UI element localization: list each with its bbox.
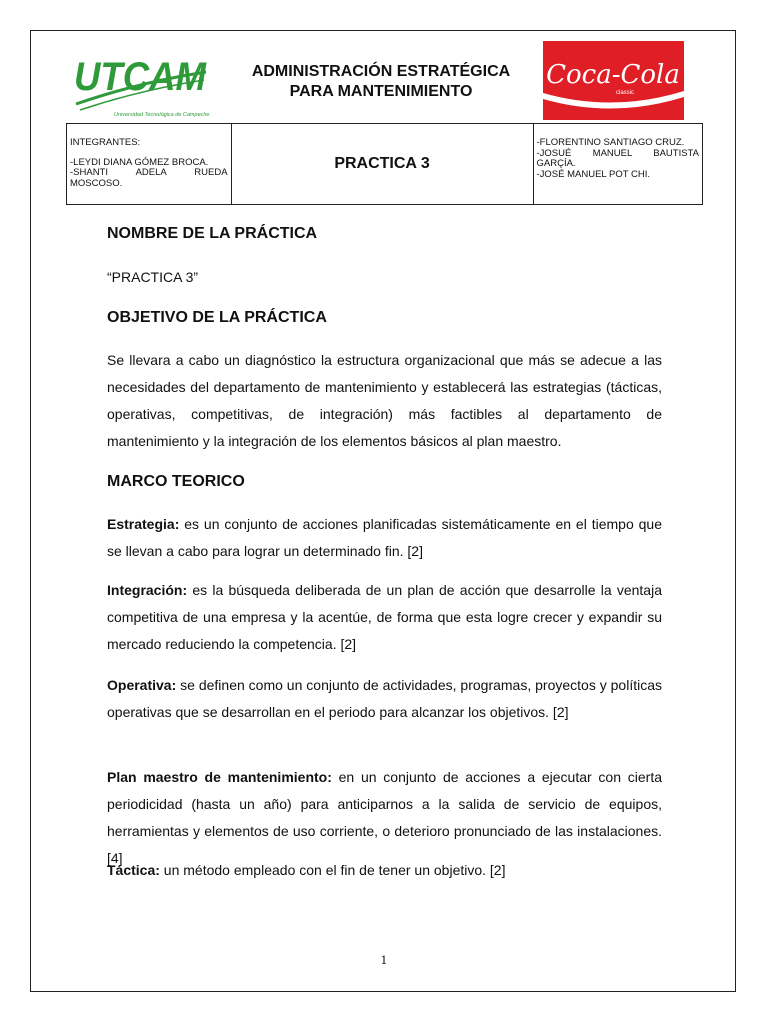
definition-plan-maestro: Plan maestro de mantenimiento: en un conjunto de acciones a ejecutar con cierta periodicidad (hasta un año) para anticiparnos a la salida de servicio de equipos, herramientas y elementos de uso corriente, o deterioro pronunciado de las instalaciones. [4] bbox=[107, 769, 662, 866]
svg-text:Universidad Tecnológica de Cam: Universidad Tecnológica de Campeche bbox=[114, 112, 210, 118]
members-right-cell: -FLORENTINO SANTIAGO CRUZ. -JOSUÉ MANUEL BAUTISTA GARÇÍA. -JOSÉ MANUEL POT CHI. bbox=[533, 124, 703, 205]
definition-tactica: Táctica: un método empleado con el fin de tener un objetivo. [2] bbox=[107, 862, 506, 878]
objetivo-heading: OBJETIVO DE LA PRÁCTICA bbox=[107, 309, 327, 326]
definition-integracion: Integración: es la búsqueda deliberada de un plan de acción que desarrolle la ventaja competitiva de una empresa y la acentúe, de forma que esta logre crecer y expandir su mercado reduciendo la competencia. [2] bbox=[107, 582, 662, 652]
definition-operativa: Operativa: se definen como un conjunto de actividades, programas, proyectos y políticas operativas que se desarrollan en el periodo para alcanzar los objetivos. [2] bbox=[107, 677, 662, 720]
marco-heading: MARCO TEORICO bbox=[107, 473, 245, 490]
members-table bbox=[66, 123, 703, 205]
svg-text:Coca-Cola: Coca-Cola bbox=[546, 60, 680, 90]
members-left-cell: INTEGRANTES: -LEYDI DIANA GÓMEZ BROCA. -SHANTI ADELA RUEDA MOSCOSO. bbox=[67, 124, 232, 205]
svg-text:classic: classic bbox=[615, 90, 635, 96]
nombre-heading: NOMBRE DE LA PRÁCTICA bbox=[107, 225, 318, 242]
coca-cola-logo bbox=[543, 41, 684, 120]
utcam-logo bbox=[70, 42, 210, 118]
document-header-title: ADMINISTRACIÓN ESTRATÉGICA PARA MANTENIMIENTO bbox=[251, 63, 511, 100]
practice-name: “PRACTICA 3” bbox=[107, 269, 199, 285]
svg-text:UTCAM: UTCAM bbox=[74, 55, 208, 99]
definition-estrategia: Estrategia: es un conjunto de acciones planificadas sistemáticamente en el tiempo que se llevan a cabo para lograr un determinado fin. [2] bbox=[107, 516, 662, 559]
page-number: 1 bbox=[380, 954, 388, 967]
practice-title-cell: PRACTICA 3 bbox=[231, 124, 533, 205]
objetivo-paragraph: Se llevara a cabo un diagnóstico la estructura organizacional que más se adecue a las necesidades del departamento de mantenimiento y establecerá las estrategias (tácticas, operativas, competitivas, de integración) más factibles al departamento de mantenimiento y la integración de los elementos básicos al plan maestro. bbox=[107, 352, 662, 449]
